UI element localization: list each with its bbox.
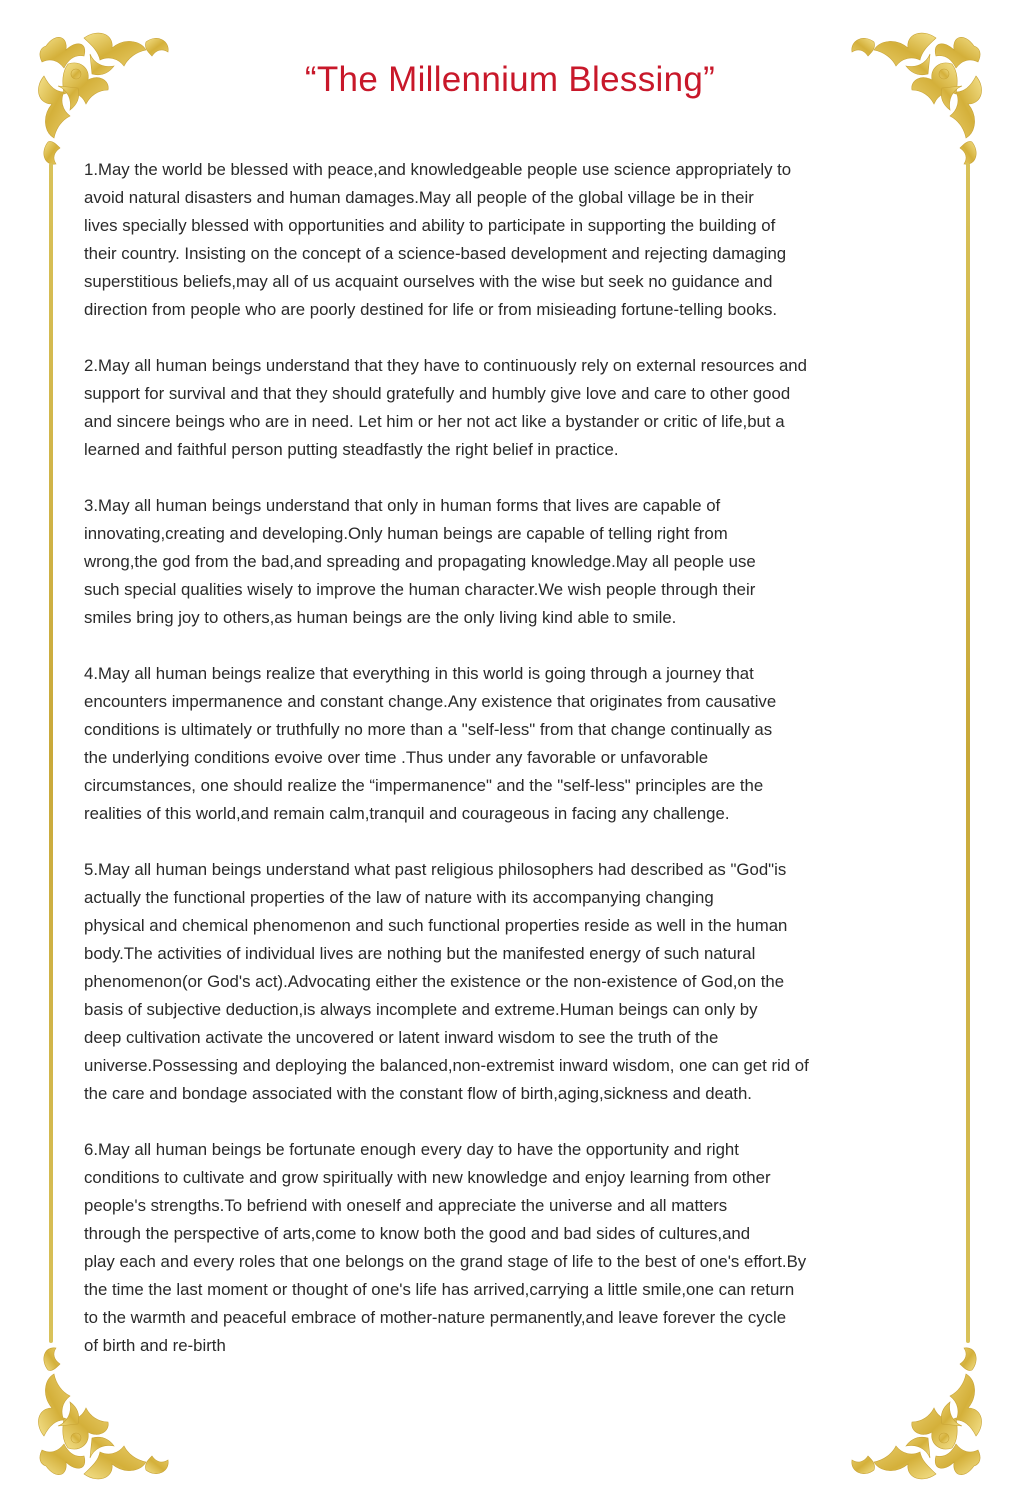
text-line: wrong,the god from the bad,and spreading and propagating knowledge.May all people use: [84, 552, 756, 571]
blessing-paragraph-4: [84, 660, 946, 828]
text-line: and sincere beings who are in need. Let him or her not act like a bystander or critic of life,but a: [84, 412, 785, 431]
text-line: conditions is ultimately or truthfully no more than a "self-less" from that change continually as: [84, 720, 773, 739]
text-line: people's strengths.To befriend with oneself and appreciate the universe and all matters: [84, 1196, 728, 1215]
text-line: encounters impermanence and constant change.Any existence that originates from causative: [84, 692, 777, 711]
text-line: actually the functional properties of the law of nature with its accompanying changing: [84, 888, 714, 907]
text-line: basis of subjective deduction,is always incomplete and extreme.Human beings can only by: [84, 1000, 758, 1019]
blessing-paragraph-5: [84, 856, 946, 1108]
text-line: 3.May all human beings understand that only in human forms that lives are capable of: [84, 496, 721, 515]
text-line: such special qualities wisely to improve the human character.We wish people through their: [84, 580, 756, 599]
text-line: their country. Insisting on the concept of a science-based development and rejecting damaging: [84, 244, 787, 263]
right-gold-border-line: [966, 163, 970, 1343]
text-line: phenomenon(or God's act).Advocating either the existence or the non-existence of God,on the: [84, 972, 785, 991]
blessing-paragraph-6: [84, 1136, 946, 1360]
text-line: the care and bondage associated with the constant flow of birth,aging,sickness and death.: [84, 1084, 752, 1103]
text-line: smiles bring joy to others,as human beings are the only living kind able to smile.: [84, 608, 677, 627]
text-line: superstitious beliefs,may all of us acquaint ourselves with the wise but seek no guidance and: [84, 272, 773, 291]
text-line: 1.May the world be blessed with peace,and knowledgeable people use science appropriately to: [84, 160, 792, 179]
blessing-paragraph-1: [84, 156, 946, 324]
document-title: “The Millennium Blessing”: [304, 60, 716, 99]
text-line: 2.May all human beings understand that they have to continuously rely on external resources and: [84, 356, 807, 375]
text-line: to the warmth and peaceful embrace of mother-nature permanently,and leave forever the cycle: [84, 1308, 787, 1327]
text-line: through the perspective of arts,come to know both the good and bad sides of cultures,and: [84, 1224, 751, 1243]
text-line: the time the last moment or thought of one's life has arrived,carrying a little smile,one can return: [84, 1280, 795, 1299]
text-line: conditions to cultivate and grow spiritually with new knowledge and enjoy learning from other: [84, 1168, 771, 1187]
text-line: 4.May all human beings realize that everything in this world is going through a journey that: [84, 664, 754, 683]
text-line: deep cultivation activate the uncovered or latent inward wisdom to see the truth of the: [84, 1028, 719, 1047]
text-line: play each and every roles that one belongs on the grand stage of life to the best of one's effort.By: [84, 1252, 807, 1271]
text-line: universe.Possessing and deploying the balanced,non-extremist inward wisdom, one can get rid of: [84, 1056, 809, 1075]
text-line: physical and chemical phenomenon and such functional properties reside as well in the human: [84, 916, 788, 935]
text-line: direction from people who are poorly destined for life or from misieading fortune-telling books.: [84, 300, 778, 319]
text-line: realities of this world,and remain calm,tranquil and courageous in facing any challenge.: [84, 804, 730, 823]
blessing-body: [84, 156, 946, 1388]
blessing-paragraph-3: [84, 492, 946, 632]
text-line: the underlying conditions evoive over time .Thus under any favorable or unfavorable: [84, 748, 709, 767]
text-line: lives specially blessed with opportunities and ability to participate in supporting the building of: [84, 216, 776, 235]
text-line: learned and faithful person putting steadfastly the right belief in practice.: [84, 440, 619, 459]
text-line: support for survival and that they should gratefully and humbly give love and care to other good: [84, 384, 791, 403]
text-line: avoid natural disasters and human damages.May all people of the global village be in their: [84, 188, 754, 207]
text-line: 5.May all human beings understand what past religious philosophers had described as "God"is: [84, 860, 787, 879]
blessing-paragraph-2: [84, 352, 946, 464]
text-line: innovating,creating and developing.Only human beings are capable of telling right from: [84, 524, 728, 543]
text-line: body.The activities of individual lives are nothing but the manifested energy of such natural: [84, 944, 756, 963]
text-line: of birth and re-birth: [84, 1336, 226, 1355]
left-gold-border-line: [49, 163, 53, 1343]
text-line: 6.May all human beings be fortunate enough every day to have the opportunity and right: [84, 1140, 739, 1159]
text-line: circumstances, one should realize the “impermanence" and the "self-less" principles are the: [84, 776, 764, 795]
